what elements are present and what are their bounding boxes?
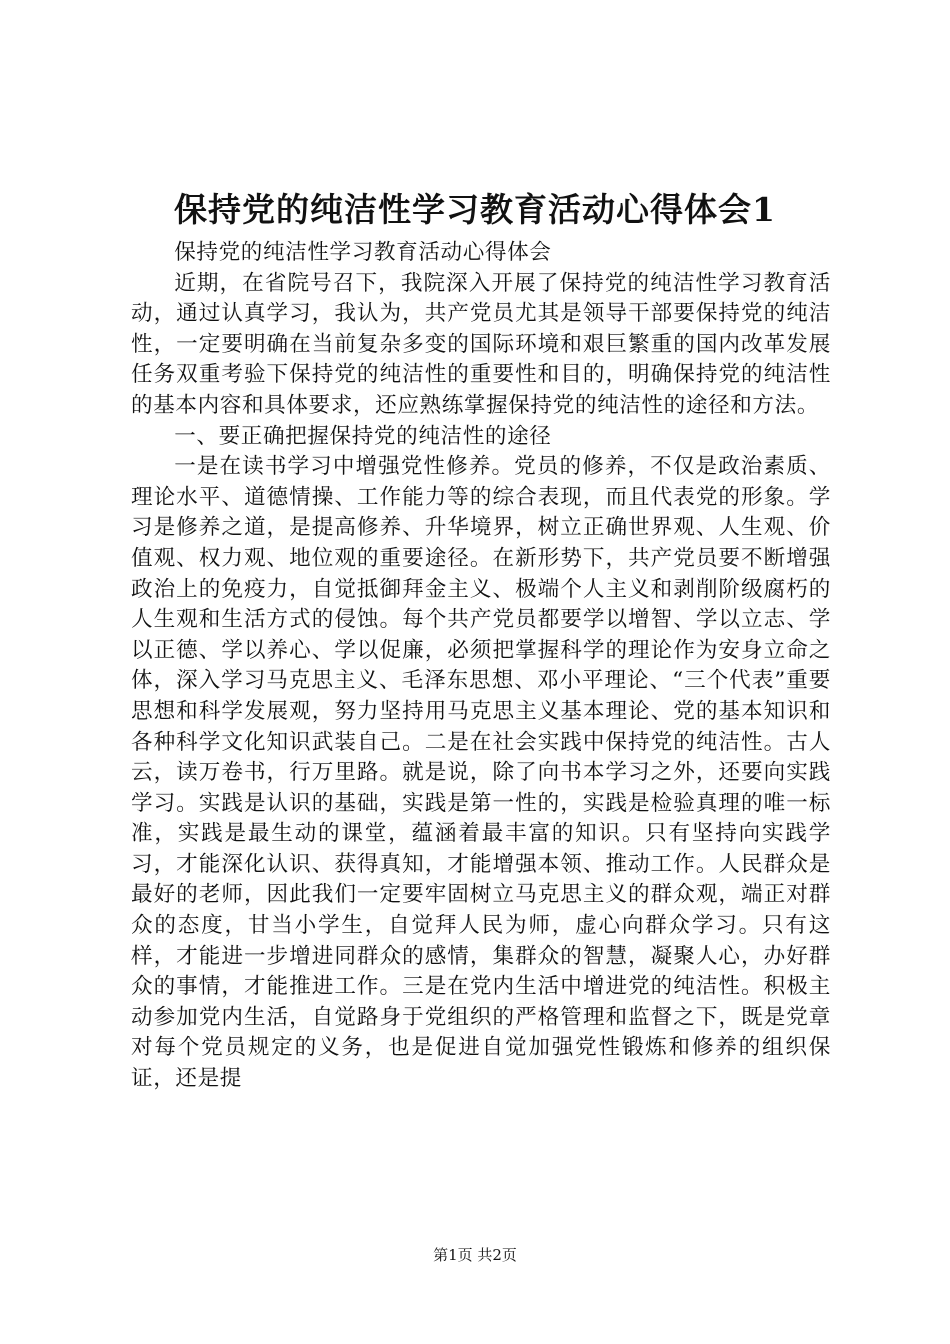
page-footer: 第1页 共2页	[433, 1246, 517, 1264]
body-paragraph-subtitle: 保持党的纯洁性学习教育活动心得体会	[174, 240, 552, 265]
document-title: 保持党的纯洁性学习教育活动心得体会1	[174, 190, 776, 229]
body-paragraph-intro: 近期，在省院号召下，我院深入开展了保持党的纯洁性学习教育活动，通过认真学习，我认为，共产党员尤其是领导干部要保持党的纯洁性，一定要明确在当前复杂多变的国际环境和艰巨繁重的国内改革发展任务双重考验下保持党的纯洁性的重要性和目的，明确保持党的纯洁性的基本内容和具体要求，还应熟练掌握保持党的纯洁性的途径和方法。	[131, 270, 831, 418]
section-heading: 一、要正确把握保持党的纯洁性的途径	[174, 423, 552, 449]
document-body	[131, 238, 831, 1095]
body-paragraph-main: 一是在读书学习中增强党性修养。党员的修养，不仅是政治素质、理论水平、道德情操、工作能力等的综合表现，而且代表党的形象。学习是修养之道，是提高修养、升华境界，树立正确世界观、人生观、价值观、权力观、地位观的重要途径。在新形势下，共产党员要不断增强政治上的免疫力，自觉抵御拜金主义、极端个人主义和剥削阶级腐朽的人生观和生活方式的侵蚀。每个共产党员都要学以增智、学以立志、学以正德、学以养心、学以促廉，必须把掌握科学的理论作为安身立命之体，深入学习马克思主义、毛泽东思想、邓小平理论、“三个代表”重要思想和科学发展观，努力坚持用马克思主义基本理论、党的基本知识和各种科学文化知识武装自己。二是在社会实践中保持党的纯洁性。古人云，读万卷书，行万里路。就是说，除了向书本学习之外，还要向实践学习。实践是认识的基础，实践是第一性的，实践是检验真理的唯一标准，实践是最生动的课堂，蕴涵着最丰富的知识。只有坚持向实践学习，才能深化认识、获得真知，才能增强本领、推动工作。人民群众是最好的老师，因此我们一定要牢固树立马克思主义的群众观，端正对群众的态度，甘当小学生，自觉拜人民为师，虚心向群众学习。只有这样，才能进一步增进同群众的感情，集群众的智慧，凝聚人心，办好群众的事情，才能推进工作。三是在党内生活中增进党的纯洁性。积极主动参加党内生活，自觉路身于党组织的严格管理和监督之下，既是党章对每个党员规定的义务，也是促进自觉加强党性锻炼和修养的组织保证，还是提	[131, 454, 831, 1092]
